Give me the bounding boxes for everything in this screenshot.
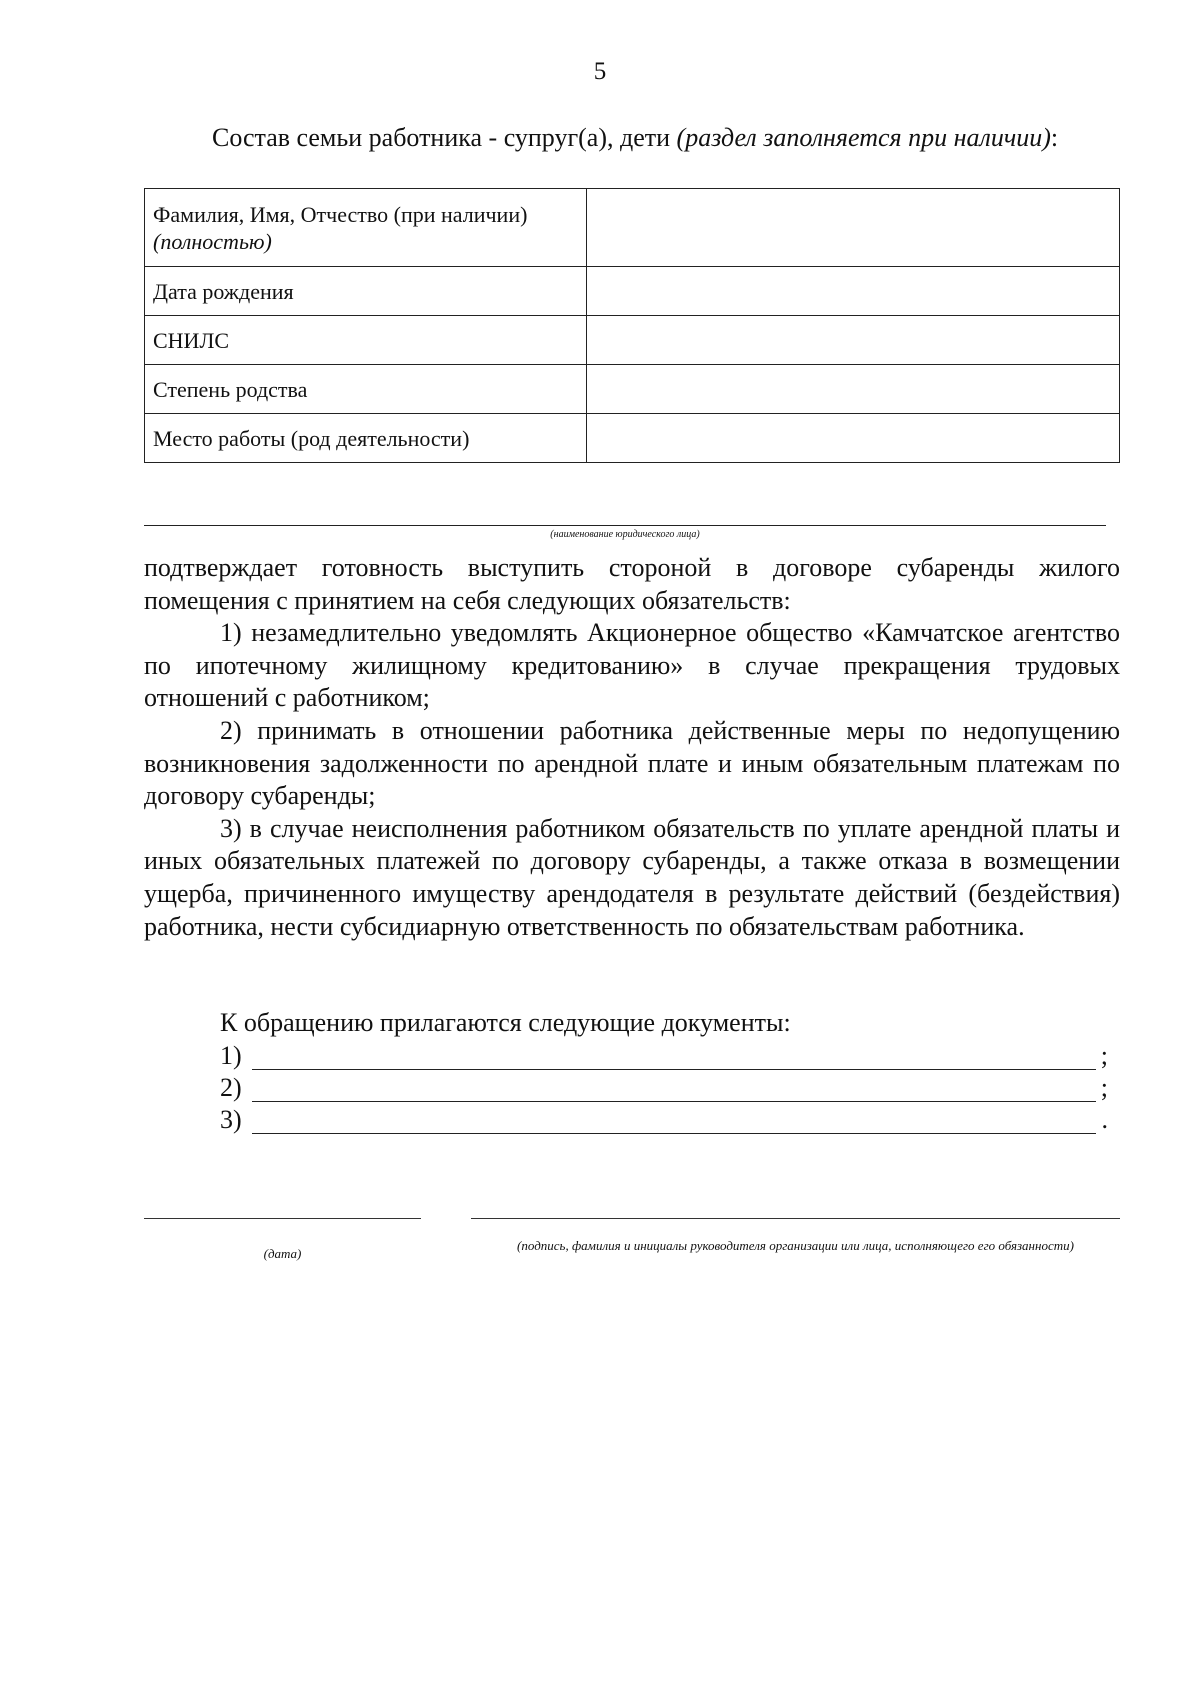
- attachment-number: 3): [220, 1105, 242, 1134]
- table-row: [145, 414, 1120, 463]
- attachment-field[interactable]: [252, 1069, 1096, 1070]
- date-caption: (дата): [263, 1246, 302, 1261]
- attachment-field[interactable]: [252, 1101, 1096, 1102]
- obligation-item: 1) незамедлительно уведомлять Акционерное общество «Камчатское агентство по ипотечному жилищному кредитованию» в случае прекращения трудовых отношений с работником;: [144, 618, 1120, 713]
- birth-date-field[interactable]: [587, 267, 1120, 316]
- intro-text: Состав семьи работника - супруг(а), дети: [212, 123, 677, 152]
- family-table: [144, 188, 1120, 463]
- table-row: [145, 267, 1120, 316]
- attachment-number: 1): [220, 1041, 242, 1070]
- relationship-field[interactable]: [587, 365, 1120, 414]
- table-row: [145, 365, 1120, 414]
- attachments-title: К обращению прилагаются следующие документы:: [220, 1008, 791, 1037]
- obligation-item: 3) в случае неисполнения работником обязательств по уплате арендной платы и иных обязательных платежей по договору субаренды, а также отказа в возмещении ущерба, причиненного имуществу арендодателя в результате действий (бездействия) работника, нести субсидиарную ответственность по обязательствам работника.: [144, 813, 1120, 941]
- full-name-label: Фамилия, Имя, Отчество (при наличии): [153, 201, 528, 227]
- signature-caption: (подпись, фамилия и инициалы руководителя организации или лица, исполняющего его обязанности): [517, 1238, 1074, 1253]
- table-row: [145, 189, 1120, 267]
- attachment-end-mark: ;: [1100, 1073, 1108, 1102]
- attachment-row: [220, 1040, 1108, 1072]
- signature-line[interactable]: [471, 1218, 1120, 1219]
- birth-date-label: Дата рождения: [145, 267, 587, 316]
- table-row: [145, 316, 1120, 365]
- relationship-label: Степень родства: [145, 365, 587, 414]
- attachment-end-mark: .: [1101, 1105, 1108, 1134]
- obligations-lead: подтверждает готовность выступить стороной в договоре субаренды жилого помещения с принятием на себя следующих обязательств:: [144, 553, 1120, 615]
- snils-label: СНИЛС: [145, 316, 587, 365]
- date-line[interactable]: [144, 1218, 421, 1219]
- obligations-text: [144, 552, 1120, 943]
- attachment-end-mark: ;: [1100, 1041, 1108, 1070]
- page-number: 5: [593, 58, 607, 85]
- organization-name-line[interactable]: [144, 525, 1106, 526]
- intro-note: (раздел заполняется при наличии): [676, 123, 1051, 152]
- attachment-number: 2): [220, 1073, 242, 1102]
- full-name-field[interactable]: [587, 189, 1120, 267]
- row-label: [145, 189, 587, 267]
- attachment-row: [220, 1104, 1108, 1136]
- intro-colon: :: [1050, 123, 1059, 152]
- attachment-row: [220, 1072, 1108, 1104]
- snils-field[interactable]: [587, 316, 1120, 365]
- full-name-note: (полностью): [153, 228, 272, 254]
- workplace-field[interactable]: [587, 414, 1120, 463]
- attachment-field[interactable]: [252, 1133, 1096, 1134]
- organization-name-caption: (наименование юридического лица): [550, 529, 700, 540]
- workplace-label: Место работы (род деятельности): [145, 414, 587, 463]
- obligation-item: 2) принимать в отношении работника действенные меры по недопущению возникновения задолженности по арендной плате и иным обязательным платежам по договору субаренды;: [144, 715, 1120, 811]
- family-section-intro: [144, 122, 1120, 154]
